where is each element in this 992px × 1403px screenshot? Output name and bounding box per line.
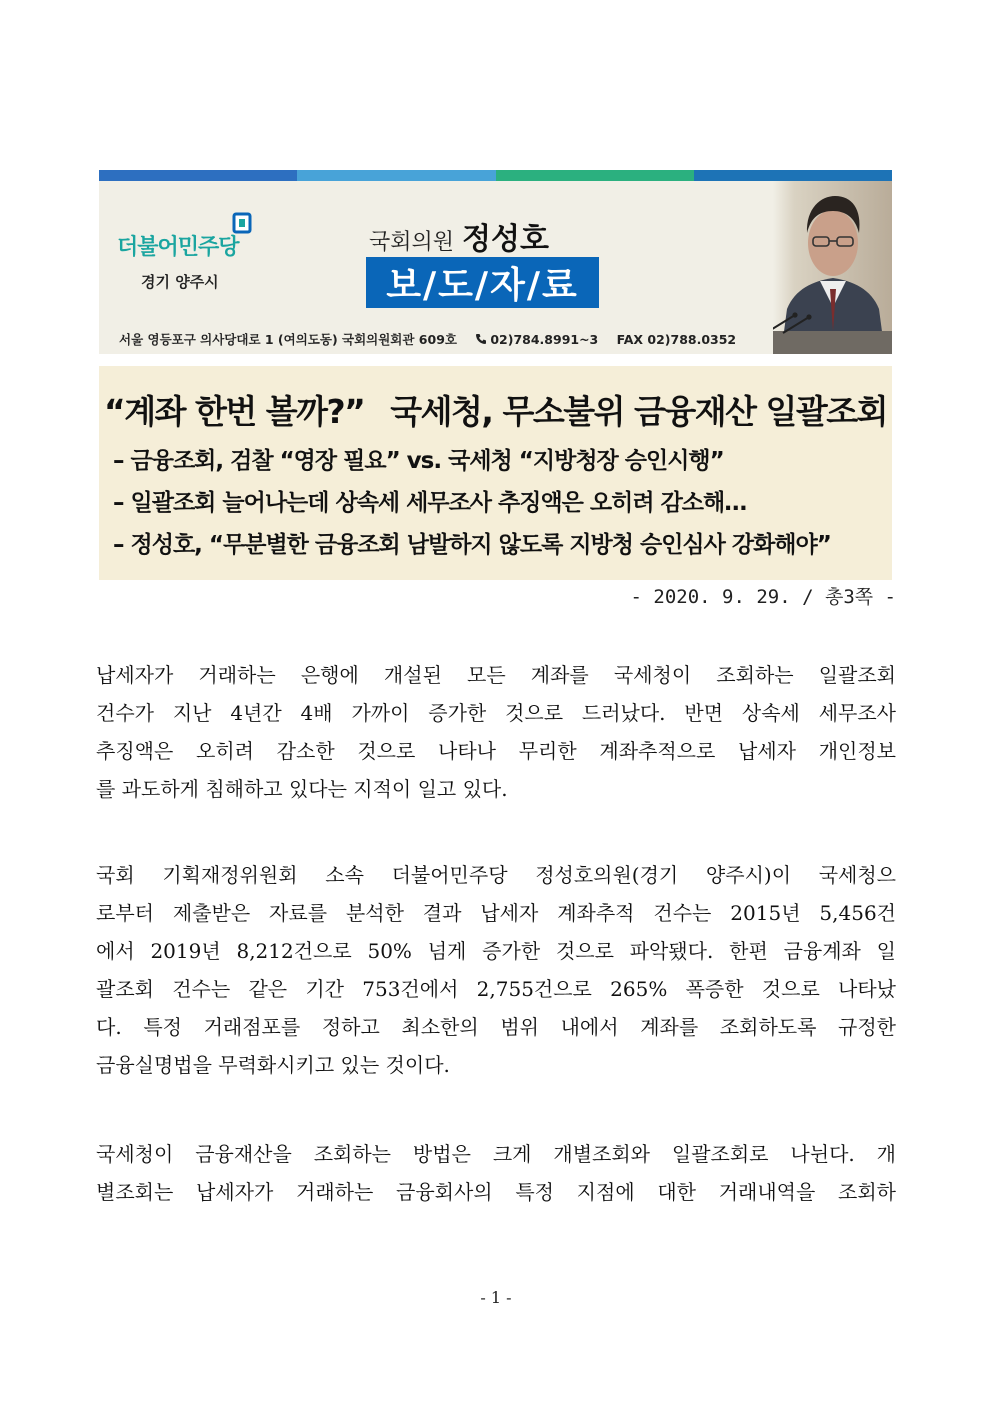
body-line: 금융실명법을 무력화시키고 있는 것이다. <box>96 1053 450 1077</box>
office-contact <box>119 330 736 348</box>
body-paragraph-1 <box>96 656 896 808</box>
press-release-banner <box>99 170 892 354</box>
body-line: 로부터 제출받은 자료를 분석한 결과 납세자 계좌추적 건수는 2015년 5,456건 <box>96 901 896 925</box>
member-prefix: 국회의원 <box>369 230 455 255</box>
office-fax: FAX 02)788.0352 <box>616 332 737 347</box>
member-title <box>369 214 549 258</box>
party-region: 경기 양주시 <box>141 273 219 291</box>
body-line: 건수가 지난 4년간 4배 가까이 증가한 것으로 드러났다. 반면 상속세 세무조사 <box>96 701 896 725</box>
stripe-segment <box>99 170 297 181</box>
office-phone: 02)784.8991~3 <box>490 332 599 347</box>
headline-box <box>99 366 892 580</box>
subheadline-2: – 일괄조회 늘어나는데 상속세 세무조사 추징액은 오히려 감소해… <box>113 490 747 516</box>
main-headline-quote: “계좌 한번 볼까?” <box>104 392 365 431</box>
body-line: 납세자가 거래하는 은행에 개설된 모든 계좌를 국세청이 조회하는 일괄조회 <box>96 663 896 687</box>
body-paragraph-2 <box>96 856 896 1084</box>
phone-icon <box>475 333 487 345</box>
member-portrait <box>773 181 892 354</box>
party-name: 더불어민주당 <box>117 235 239 260</box>
stripe-segment <box>496 170 694 181</box>
release-date: - 2020. 9. 29. / 총3쪽 - <box>630 586 896 608</box>
press-release-label: 보/도/자/료 <box>366 257 599 308</box>
page-number: - 1 - <box>480 1288 512 1307</box>
subheadline-1: – 금융조회, 검찰 “영장 필요” vs. 국세청 “지방청장 승인시행” <box>113 448 724 474</box>
body-line: 추징액은 오히려 감소한 것으로 나타나 무리한 계좌추적으로 납세자 개인정보 <box>96 739 896 763</box>
party-logo <box>117 212 267 296</box>
stripe-segment <box>694 170 892 181</box>
member-name: 정성호 <box>462 222 549 257</box>
body-line: 국세청이 금융재산을 조회하는 방법은 크게 개별조회와 일괄조회로 나뉜다. 개 <box>96 1142 896 1166</box>
portrait-illustration <box>773 181 892 354</box>
body-line: 다. 특정 거래점포를 정하고 최소한의 범위 내에서 계좌를 조회하도록 규정한 <box>96 1015 896 1039</box>
office-address: 서울 영등포구 의사당대로 1 (여의도동) 국회의원회관 609호 <box>119 332 457 347</box>
body-line: 괄조회 건수는 같은 기간 753건에서 2,755건으로 265% 폭증한 것으로 나타났 <box>96 977 896 1001</box>
main-headline-title: 국세청, 무소불위 금융재산 일괄조회 <box>390 392 887 431</box>
body-line: 를 과도하게 침해하고 있다는 지적이 일고 있다. <box>96 777 508 801</box>
body-line: 별조회는 납세자가 거래하는 금융회사의 특정 지점에 대한 거래내역을 조회하 <box>96 1180 896 1204</box>
body-line: 국회 기획재정위원회 소속 더불어민주당 정성호의원(경기 양주시)이 국세청으 <box>96 863 896 887</box>
color-stripe-bar <box>99 170 892 181</box>
body-line: 에서 2019년 8,212건으로 50% 넘게 증가한 것으로 파악됐다. 한편 금융계좌 일 <box>96 939 896 963</box>
stripe-segment <box>297 170 495 181</box>
body-paragraph-3 <box>96 1135 896 1211</box>
subheadline-3: – 정성호, “무분별한 금융조회 남발하지 않도록 지방청 승인심사 강화해야” <box>113 532 831 558</box>
main-headline <box>99 386 892 433</box>
